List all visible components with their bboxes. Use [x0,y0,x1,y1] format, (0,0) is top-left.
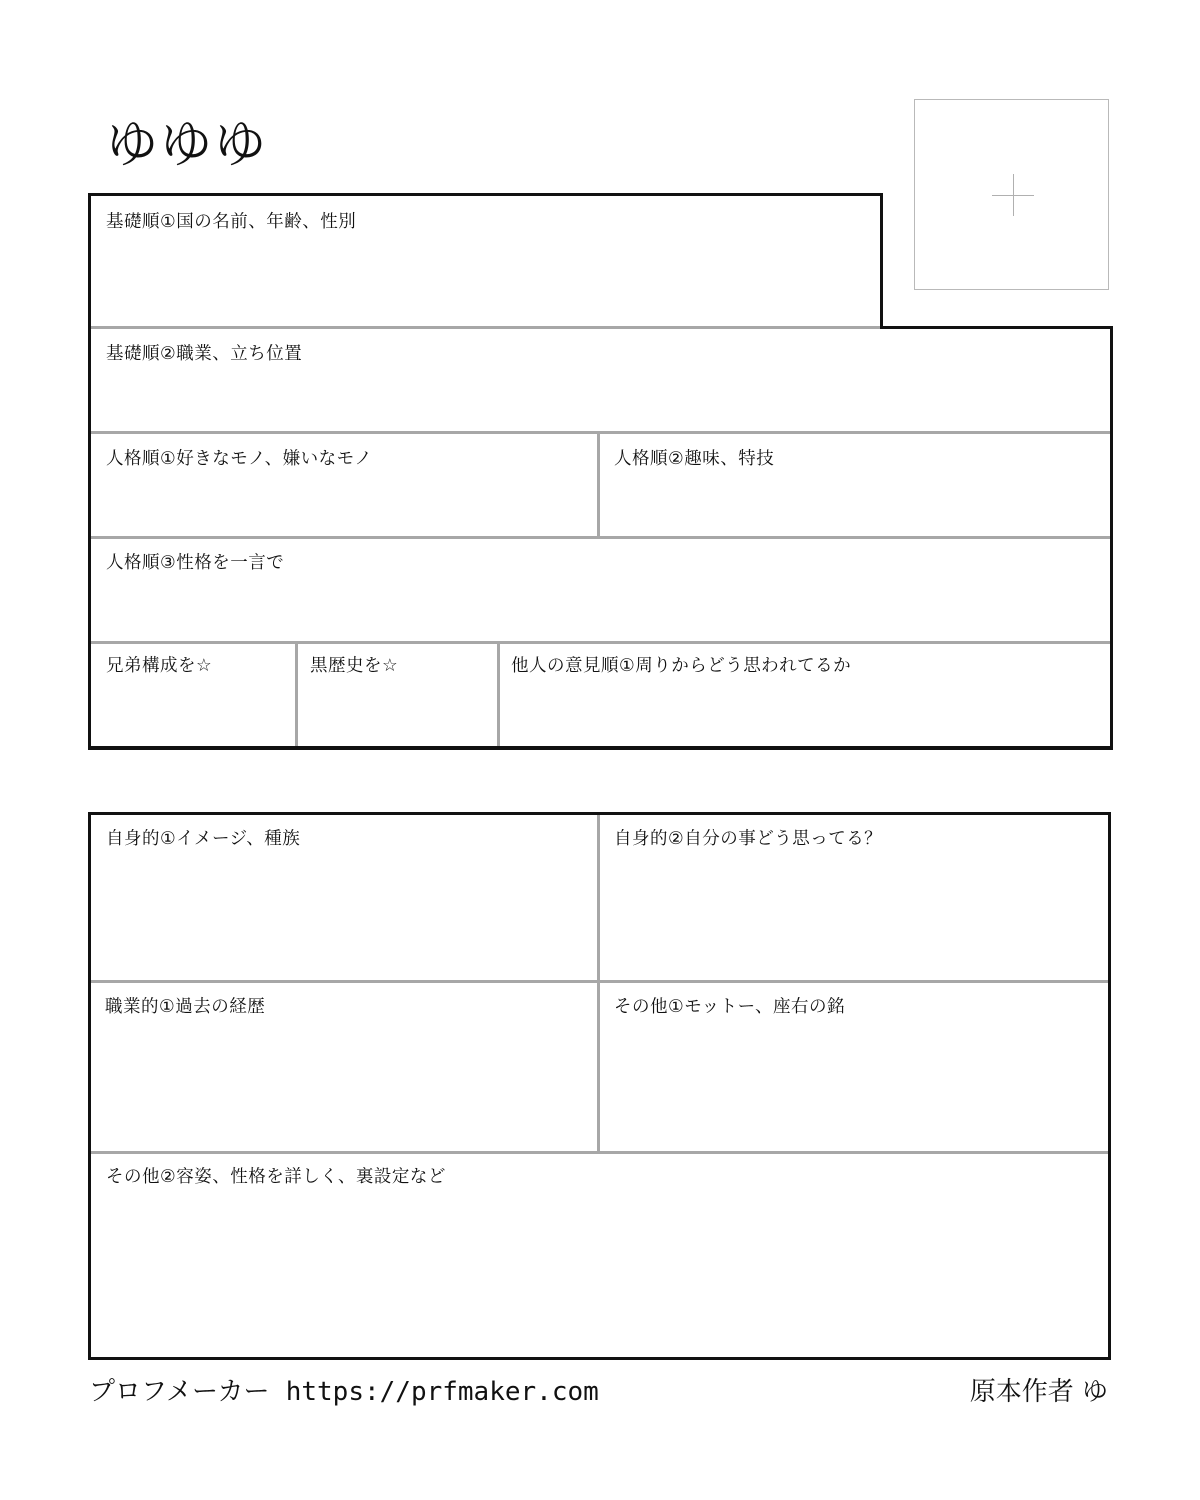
field-label: その他②容姿、性格を詳しく、裏設定など [106,1167,446,1187]
maker-name: プロフメーカー [89,1377,270,1407]
field-self2[interactable] [600,815,1108,980]
field-dark-history[interactable] [298,644,497,746]
field-siblings[interactable] [91,644,295,746]
field-others-opinion1[interactable] [500,644,1110,746]
border-bottom [88,746,1113,750]
field-basic1[interactable] [91,196,880,326]
field-personality3[interactable] [91,539,1110,641]
field-basic2[interactable] [91,329,1110,431]
field-personality1[interactable] [91,434,597,536]
field-label: その他①モットー、座右の銘 [614,997,845,1017]
field-label: 黒歴史を☆ [310,656,399,676]
field-label: 自身的②自分の事どう思ってる？ [614,829,883,849]
field-label: 職業的①過去の経歴 [105,997,266,1017]
field-label: 自身的①イメージ、種族 [106,829,301,849]
field-label: 人格順①好きなモノ、嫌いなモノ [106,449,373,469]
profile-title: ゆゆゆ [106,115,269,175]
maker-link[interactable]: https://prfmaker.com [285,1377,599,1407]
field-personality2[interactable] [600,434,1110,536]
footer-author: 原本作者 ゆ [969,1377,1108,1407]
field-other2[interactable] [91,1154,1108,1357]
border-right [1110,326,1113,750]
field-label: 兄弟構成を☆ [106,656,213,676]
field-label: 基礎順②職業、立ち位置 [106,344,303,364]
field-label: 他人の意見順①周りからどう思われてるか [511,656,852,676]
border-step-vertical [880,193,883,329]
field-career1[interactable] [91,983,597,1151]
field-label: 人格順③性格を一言で [106,553,285,573]
field-label: 人格順②趣味、特技 [614,449,775,469]
field-label: 基礎順①国の名前、年齢、性別 [106,212,357,232]
field-self1[interactable] [91,815,597,980]
field-other1[interactable] [600,983,1108,1151]
footer-maker [89,1376,599,1408]
plus-icon-vertical [1013,174,1014,216]
